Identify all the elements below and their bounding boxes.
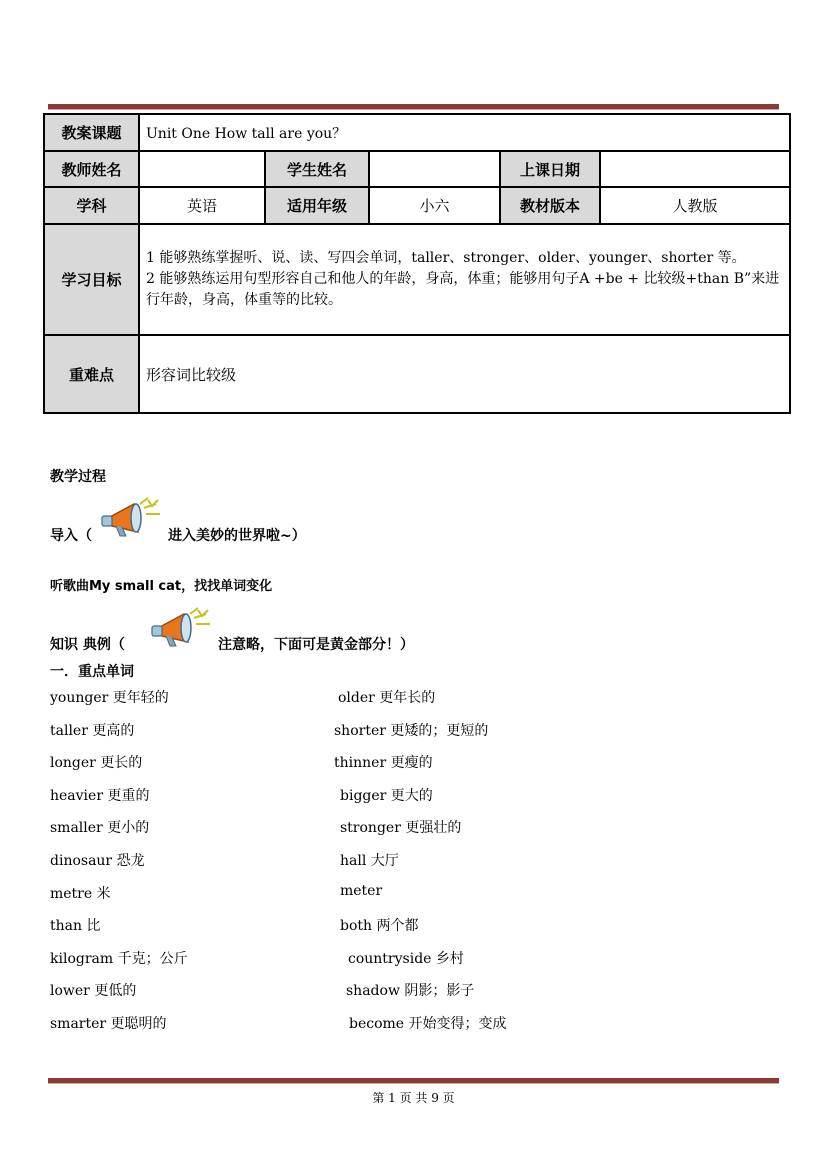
subject-label: 学科 xyxy=(44,187,139,224)
edition-label: 教材版本 xyxy=(500,187,600,224)
knowledge-text: 注意略，下面可是黄金部分！） xyxy=(218,637,414,653)
list-item xyxy=(50,817,750,850)
vocab-right: meter xyxy=(340,882,383,899)
date-label: 上课日期 xyxy=(500,151,600,187)
vocab-left: than 比 xyxy=(50,918,101,935)
header-rule xyxy=(48,104,779,110)
subject-value: 英语 xyxy=(139,187,265,224)
process-title: 教学过程 xyxy=(50,469,106,485)
vocab-left: smaller 更小的 xyxy=(50,820,150,837)
vocab-right: older 更年长的 xyxy=(338,690,436,706)
edition-value: 人教版 xyxy=(600,187,790,224)
vocab-right: countryside 乡村 xyxy=(348,950,464,967)
key-label: 重难点 xyxy=(44,335,139,413)
vocab-left: taller 更高的 xyxy=(50,722,135,739)
topic-label: 教案课题 xyxy=(44,114,139,151)
intro-text: 进入美妙的世界啦~） xyxy=(168,528,306,544)
grade-label: 适用年级 xyxy=(265,187,369,224)
teacher-value xyxy=(139,151,265,187)
list-item xyxy=(50,785,750,818)
key-value: 形容词比较级 xyxy=(139,335,790,413)
song-line: 听歌曲My small cat，找找单词变化 xyxy=(50,579,273,594)
date-value xyxy=(600,151,790,187)
knowledge-prefix: 知识 典例（ xyxy=(50,637,125,653)
list-item xyxy=(50,915,750,948)
vocab-right: become 开始变得；变成 xyxy=(349,1015,507,1032)
list-item xyxy=(50,687,750,720)
grade-value: 小六 xyxy=(369,187,500,224)
list-item xyxy=(50,948,750,981)
topic-value: Unit One How tall are you？ xyxy=(139,114,790,151)
vocab-heading: 一．重点单词 xyxy=(50,664,134,680)
list-item xyxy=(50,752,750,785)
megaphone-icon xyxy=(150,606,214,650)
list-item xyxy=(50,720,750,753)
goal-line-1: 1 能够熟练掌握听、说、读、写四会单词，taller、stronger、older、younger、shorter 等。 xyxy=(146,250,746,266)
vocab-left: heavier 更重的 xyxy=(50,787,150,804)
vocab-left: metre 米 xyxy=(50,885,111,902)
goal-label: 学习目标 xyxy=(44,224,139,335)
lesson-info-table xyxy=(43,113,791,414)
vocab-left: younger 更年轻的 xyxy=(50,690,169,706)
vocab-left: dinosaur 恐龙 xyxy=(50,852,145,869)
vocab-left: smarter 更聪明的 xyxy=(50,1015,167,1032)
megaphone-icon xyxy=(100,496,164,540)
vocab-right: hall 大厅 xyxy=(340,852,399,869)
vocab-right: bigger 更大的 xyxy=(340,787,433,804)
vocab-right: shadow 阴影；影子 xyxy=(346,983,475,1000)
list-item xyxy=(50,850,750,883)
page-footer: 第 1 页 共 9 页 xyxy=(372,1091,455,1105)
vocab-right: both 两个都 xyxy=(340,918,419,935)
student-label: 学生姓名 xyxy=(265,151,369,187)
intro-prefix: 导入（ xyxy=(50,528,92,544)
student-value xyxy=(369,151,500,187)
vocab-left: lower 更低的 xyxy=(50,983,137,1000)
list-item xyxy=(50,883,750,916)
vocab-left: longer 更长的 xyxy=(50,755,143,772)
list-item xyxy=(50,980,750,1013)
list-item xyxy=(50,1013,750,1046)
teacher-label: 教师姓名 xyxy=(44,151,139,187)
goal-cell xyxy=(139,224,790,335)
vocab-right: shorter 更矮的；更短的 xyxy=(334,722,489,739)
vocab-list xyxy=(50,687,750,1046)
goal-line-2: 2 能够熟练运用句型形容自己和他人的年龄，身高，体重；能够用句子A +be + 比较级+than B”来进行年龄，身高，体重等的比较。 xyxy=(146,271,780,308)
vocab-right: stronger 更强壮的 xyxy=(340,820,462,837)
vocab-right: thinner 更瘦的 xyxy=(334,755,433,772)
vocab-left: kilogram 千克；公斤 xyxy=(50,950,188,967)
footer-rule xyxy=(48,1078,779,1084)
